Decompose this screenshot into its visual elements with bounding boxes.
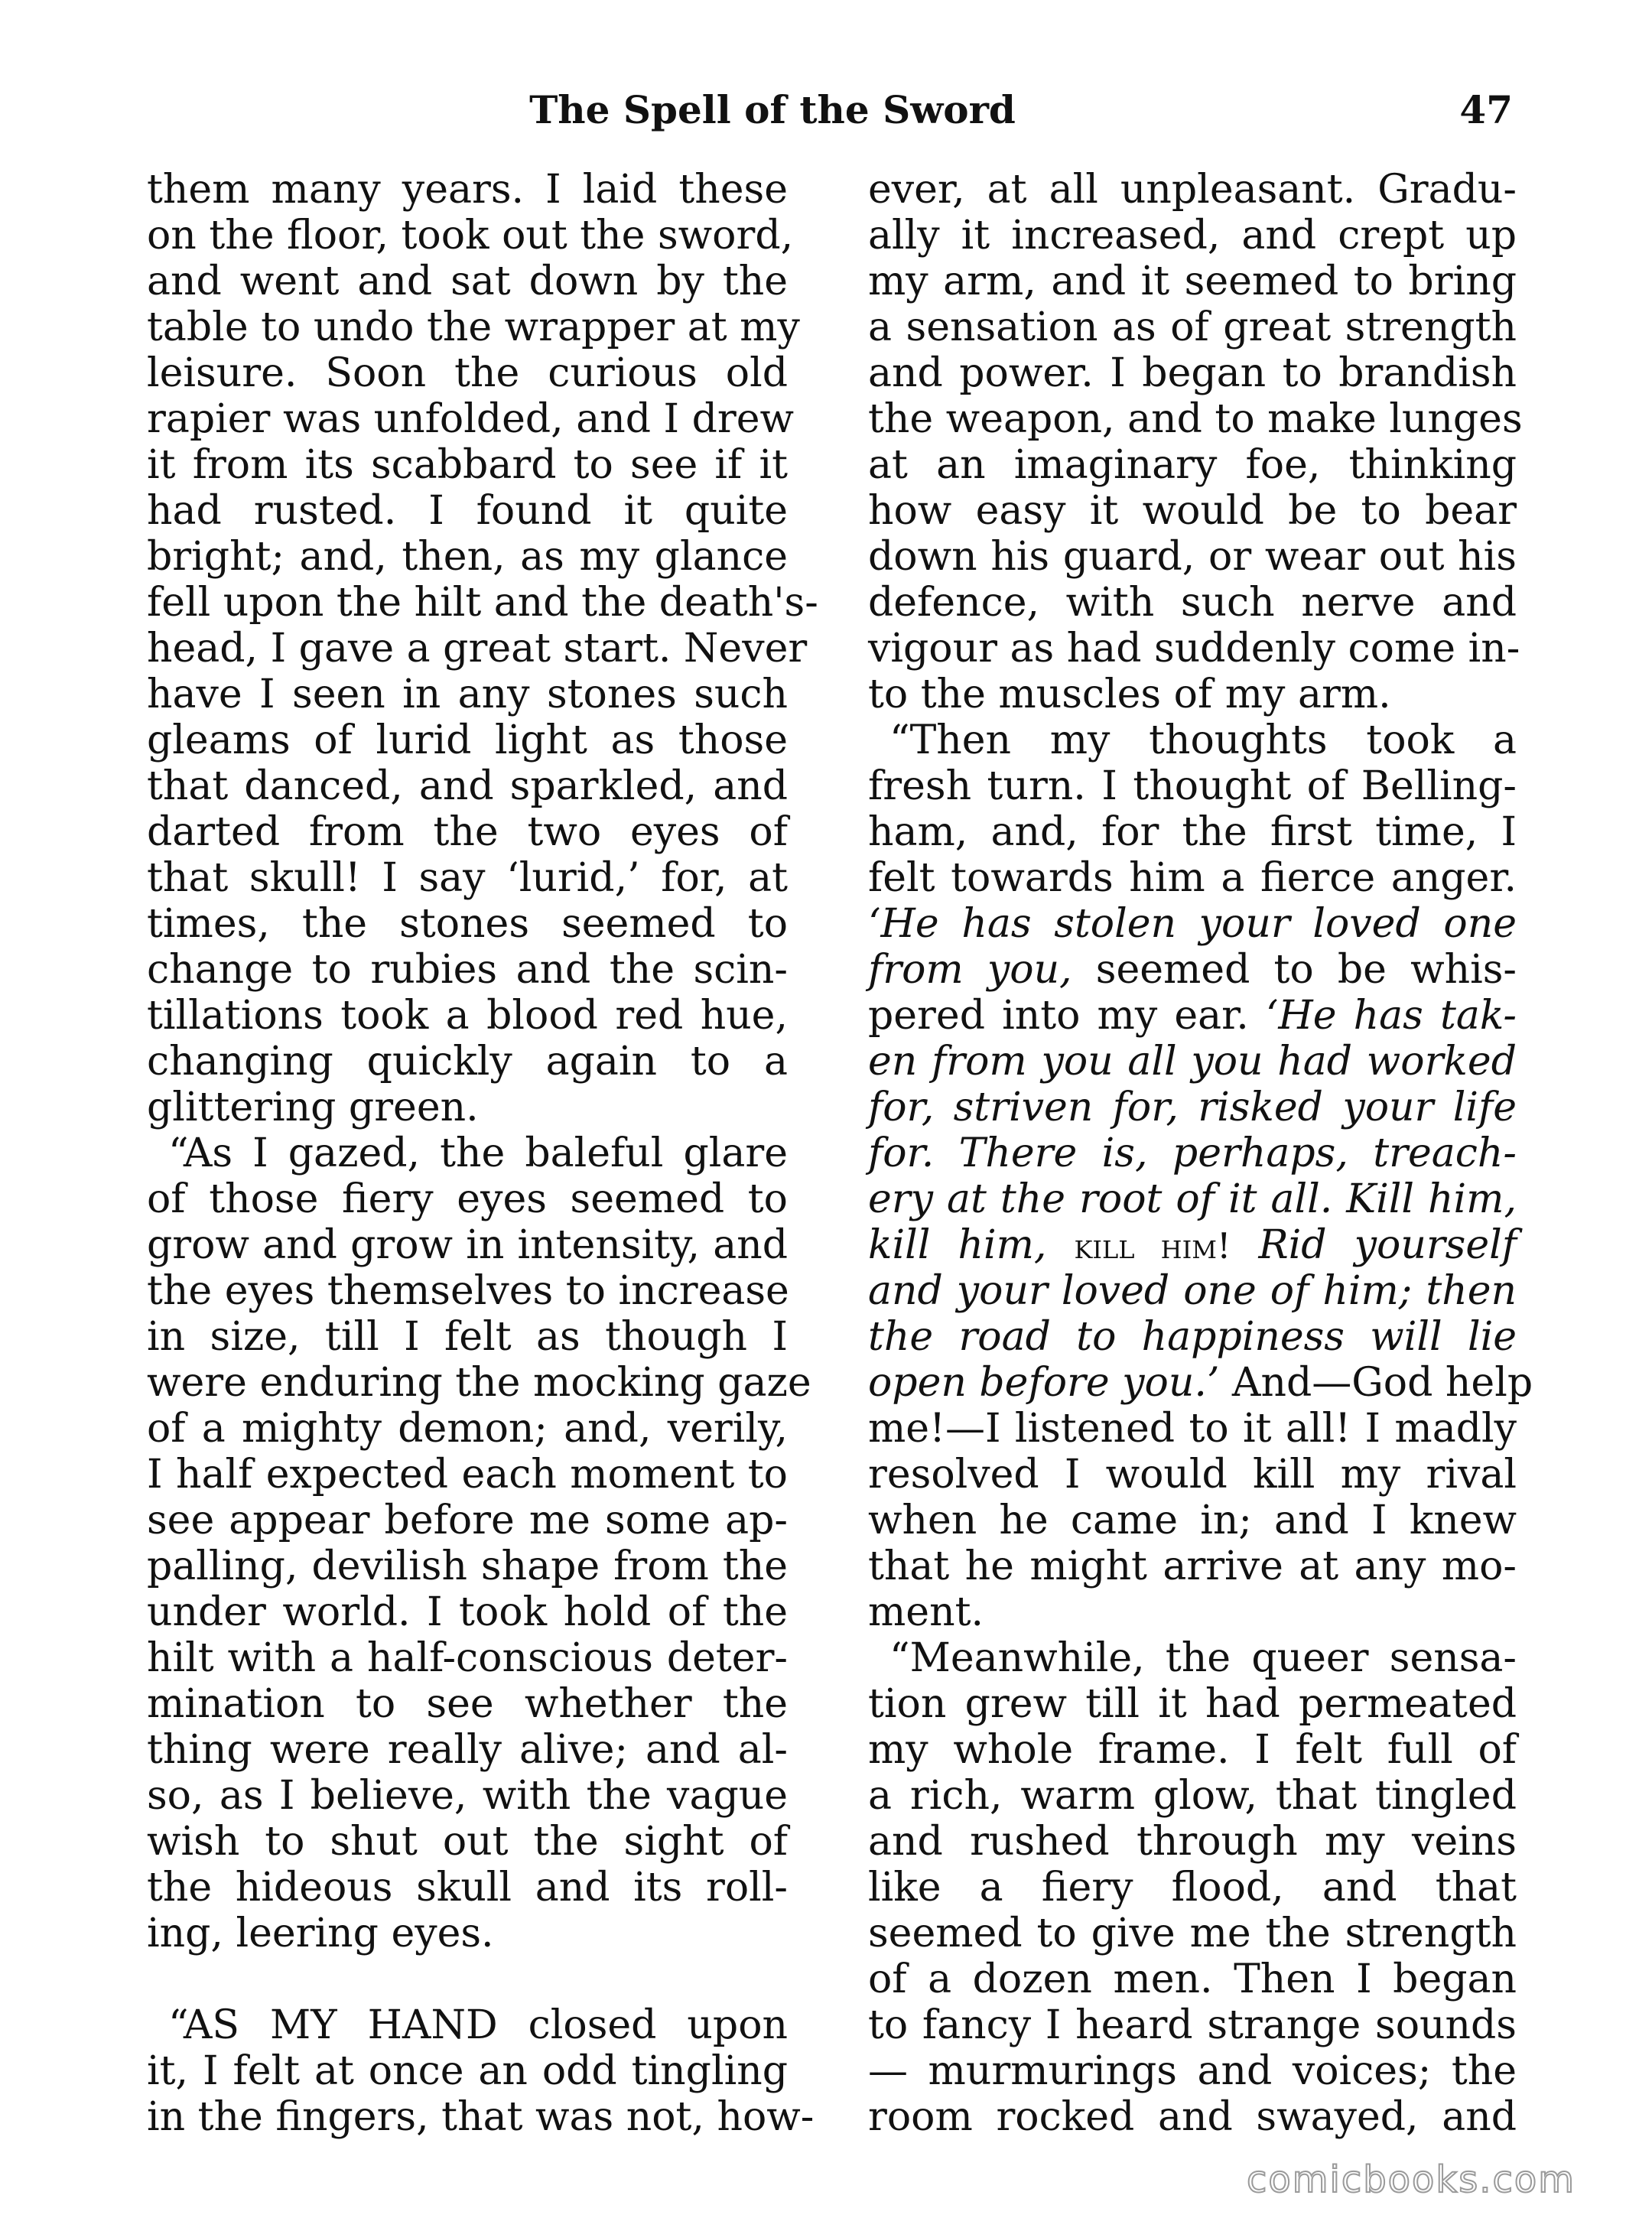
text-line xyxy=(868,1085,1517,1130)
text-line xyxy=(147,1498,788,1543)
text-line-content: and your loved one of him; then xyxy=(868,1268,1517,1314)
text-line xyxy=(147,1039,788,1085)
text-line xyxy=(868,2048,1517,2094)
text-line-content: changing quickly again to a xyxy=(147,1039,788,1085)
text-line-content: times, the stones seemed to xyxy=(147,901,788,947)
text-line xyxy=(147,1911,788,1956)
text-line-content: at an imaginary foe, thinking xyxy=(868,442,1517,488)
text-line xyxy=(147,1130,788,1176)
text-line-content: that he might arrive at any mo- xyxy=(868,1543,1517,1589)
text-line-content: fell upon the hilt and the death's- xyxy=(147,580,818,626)
text-line-content: have I seen in any stones such xyxy=(147,672,788,717)
text-line xyxy=(147,901,788,947)
text-line-content: table to undo the wrapper at my xyxy=(147,304,800,350)
text-line xyxy=(147,947,788,993)
text-line xyxy=(868,534,1517,580)
text-line xyxy=(147,626,808,672)
text-line xyxy=(868,580,1517,626)
text-line-content: for. There is, perhaps, treach- xyxy=(868,1130,1517,1176)
text-line xyxy=(147,1865,788,1911)
text-line xyxy=(147,993,788,1039)
text-line xyxy=(868,1268,1517,1314)
text-line xyxy=(868,259,1517,304)
text-line xyxy=(868,1635,1517,1681)
text-line-content: fresh turn. I thought of Belling- xyxy=(868,763,1517,809)
text-line-content: wish to shut out the sight of xyxy=(147,1819,788,1865)
text-line xyxy=(147,1956,788,2002)
text-line xyxy=(868,1314,1517,1360)
text-line-content: of a dozen men. Then I began xyxy=(868,1956,1517,2002)
text-line xyxy=(147,1452,788,1498)
text-line xyxy=(147,1268,788,1314)
text-line-content: — murmurings and voices; the xyxy=(868,2048,1517,2094)
text-line-content: darted from the two eyes of xyxy=(147,809,788,855)
text-line-content: from you, xyxy=(868,947,1072,993)
text-line-content: tion grew till it had permeated xyxy=(868,1681,1517,1727)
text-line-content: palling, devilish shape from the xyxy=(147,1543,788,1589)
text-line-content: the eyes themselves to increase xyxy=(147,1268,789,1314)
text-line-content: “Meanwhile, the queer sensa- xyxy=(889,1635,1517,1681)
text-line xyxy=(147,167,788,213)
text-line xyxy=(868,1589,1517,1635)
text-line xyxy=(868,1498,1517,1543)
text-line xyxy=(868,1406,1517,1452)
text-line xyxy=(868,1865,1517,1911)
text-line-content: gleams of lurid light as those xyxy=(147,717,788,763)
text-line-content: open before you.’ xyxy=(868,1360,1220,1406)
text-line-content: ever, at all unpleasant. Gradu- xyxy=(868,167,1517,213)
text-line-content: hilt with a half-conscious deter- xyxy=(147,1635,788,1681)
text-line-content: it, I felt at once an odd tingling xyxy=(147,2048,788,2094)
text-line-content: ally it increased, and crept up xyxy=(868,213,1517,259)
text-line xyxy=(868,1911,1517,1956)
text-line-content: leisure. Soon the curious old xyxy=(147,350,788,396)
text-line xyxy=(868,993,1517,1039)
text-line xyxy=(868,1543,1517,1589)
text-line xyxy=(147,1085,788,1130)
text-line-content: the weapon, and to make lunges xyxy=(868,396,1523,442)
text-line xyxy=(147,1314,788,1360)
text-line-small-caps: kill him! xyxy=(1074,1225,1231,1267)
text-line-content: in the fingers, that was not, how- xyxy=(147,2094,815,2140)
text-line-content: en from you all you had worked xyxy=(868,1039,1517,1085)
text-line xyxy=(147,1589,788,1635)
text-line xyxy=(147,1635,788,1681)
text-line xyxy=(868,1773,1517,1819)
text-line xyxy=(147,1819,788,1865)
text-line xyxy=(147,2094,815,2140)
text-line-content: under world. I took hold of the xyxy=(147,1589,788,1635)
text-line-content: and power. I began to brandish xyxy=(868,350,1517,396)
text-line xyxy=(147,488,788,534)
text-line xyxy=(147,855,788,901)
text-line xyxy=(147,580,818,626)
text-line-content: “As I gazed, the baleful glare xyxy=(168,1130,788,1176)
text-line xyxy=(868,1452,1517,1498)
text-line xyxy=(868,717,1517,763)
text-line-content: vigour as had suddenly come in- xyxy=(868,626,1520,672)
text-line xyxy=(147,1406,788,1452)
text-line xyxy=(147,1222,788,1268)
text-line-content: down his guard, or wear out his xyxy=(868,534,1517,580)
text-line xyxy=(868,442,1517,488)
text-line-content: ment. xyxy=(868,1589,984,1635)
text-line-content: mination to see whether the xyxy=(147,1681,788,1727)
text-line xyxy=(868,855,1517,901)
text-line-content: see appear before me some ap- xyxy=(147,1498,788,1543)
text-line xyxy=(868,1727,1517,1773)
text-line-content: resolved I would kill my rival xyxy=(868,1452,1517,1498)
text-line xyxy=(147,396,795,442)
text-line-content: a rich, warm glow, that tingled xyxy=(868,1773,1517,1819)
text-line xyxy=(147,534,788,580)
text-line xyxy=(868,626,1520,672)
text-line xyxy=(868,1222,1517,1268)
watermark: comicbooks.com xyxy=(1246,2158,1576,2201)
text-line-content: were enduring the mocking gaze xyxy=(147,1360,811,1406)
text-line xyxy=(868,1819,1517,1865)
text-line xyxy=(868,304,1517,350)
text-line-content: my arm, and it seemed to bring xyxy=(868,259,1517,304)
text-line xyxy=(147,1543,788,1589)
text-line-content: felt towards him a fierce anger. xyxy=(868,855,1517,901)
text-line-content: “Then my thoughts took a xyxy=(889,717,1517,763)
text-line-content: and went and sat down by the xyxy=(147,259,788,304)
text-line xyxy=(147,1360,811,1406)
text-line-content: glittering green. xyxy=(147,1085,479,1130)
text-line-content: when he came in; and I knew xyxy=(868,1498,1517,1543)
text-line-content: so, as I believe, with the vague xyxy=(147,1773,788,1819)
text-line-content: head, I gave a great start. Never xyxy=(147,626,808,672)
text-line xyxy=(147,304,800,350)
text-line-tail: And—God help xyxy=(1219,1360,1533,1406)
text-line xyxy=(147,1176,788,1222)
text-line-content: for, striven for, risked your life xyxy=(868,1085,1517,1130)
text-line-content: to fancy I heard strange sounds xyxy=(868,2002,1517,2048)
text-line-content: ‘He has stolen your loved one xyxy=(868,901,1517,947)
text-line xyxy=(868,1681,1517,1727)
text-line-content: and rushed through my veins xyxy=(868,1819,1517,1865)
text-line-content: the road to happiness will lie xyxy=(868,1314,1517,1360)
text-line-content: me!—I listened to it all! I madly xyxy=(868,1406,1517,1452)
page-header xyxy=(0,80,1652,141)
text-line xyxy=(147,442,788,488)
text-line xyxy=(868,2002,1517,2048)
text-line-content: the hideous skull and its roll- xyxy=(147,1865,788,1911)
text-line-tail: seemed to be whis- xyxy=(1072,947,1517,993)
text-line-content: a sensation as of great strength xyxy=(868,304,1517,350)
text-line xyxy=(868,213,1517,259)
text-line-content: defence, with such nerve and xyxy=(868,580,1517,626)
text-line xyxy=(868,1039,1517,1085)
text-line xyxy=(147,809,788,855)
text-line xyxy=(868,2094,1517,2140)
text-line-content: ery at the root of it all. Kill him, xyxy=(868,1176,1517,1222)
text-line-content: I half expected each moment to xyxy=(147,1452,788,1498)
text-line-content: seemed to give me the strength xyxy=(868,1911,1517,1956)
text-line xyxy=(868,396,1523,442)
text-line xyxy=(147,350,788,396)
text-line xyxy=(147,259,788,304)
text-line-content: rapier was unfolded, and I drew xyxy=(147,396,795,442)
text-line-content: how easy it would be to bear xyxy=(868,488,1517,534)
text-line xyxy=(868,1360,1533,1406)
text-line xyxy=(868,672,1517,717)
text-line xyxy=(147,1773,788,1819)
text-line xyxy=(147,717,788,763)
text-line-content: bright; and, then, as my glance xyxy=(147,534,788,580)
text-line-content: ham, and, for the first time, I xyxy=(868,809,1517,855)
text-line xyxy=(868,350,1517,396)
text-line-content: to the muscles of my arm. xyxy=(868,672,1391,717)
left-text-column xyxy=(147,167,818,2140)
text-line-content: on the floor, took out the sword, xyxy=(147,213,794,259)
text-line-content: ing, leering eyes. xyxy=(147,1911,494,1956)
text-line xyxy=(868,167,1517,213)
text-line-content: grow and grow in intensity, and xyxy=(147,1222,788,1268)
text-line xyxy=(147,2002,788,2048)
text-line-content: tillations took a blood red hue, xyxy=(147,993,788,1039)
text-line-content: room rocked and swayed, and xyxy=(868,2094,1517,2140)
text-line-content: of those fiery eyes seemed to xyxy=(147,1176,788,1222)
text-line xyxy=(147,672,788,717)
text-line-content: “AS MY HAND closed upon xyxy=(168,2002,788,2048)
text-line-content: my whole frame. I felt full of xyxy=(868,1727,1517,1773)
text-line xyxy=(147,2048,788,2094)
text-line xyxy=(868,763,1517,809)
right-text-column xyxy=(868,167,1533,2140)
text-line xyxy=(868,809,1517,855)
text-line xyxy=(147,213,794,259)
text-line xyxy=(868,901,1517,947)
text-line-content: pered into my ear. xyxy=(868,993,1266,1039)
text-line-content: had rusted. I found it quite xyxy=(147,488,788,534)
text-line xyxy=(868,1176,1517,1222)
text-line xyxy=(868,488,1517,534)
text-line-italic-tail: Rid yourself xyxy=(1231,1222,1517,1268)
text-line-content: that skull! I say ‘lurid,’ for, at xyxy=(147,855,788,901)
text-line-content: them many years. I laid these xyxy=(147,167,788,213)
text-line xyxy=(147,763,788,809)
page-number: 47 xyxy=(1459,87,1513,132)
text-line-content: in size, till I felt as though I xyxy=(147,1314,788,1360)
text-line xyxy=(868,1130,1517,1176)
text-line-content: like a fiery flood, and that xyxy=(868,1865,1517,1911)
text-line-content: thing were really alive; and al- xyxy=(147,1727,788,1773)
text-line xyxy=(868,947,1517,993)
text-line-content: change to rubies and the scin- xyxy=(147,947,788,993)
text-line xyxy=(147,1681,788,1727)
text-line-italic-tail: ‘He has tak- xyxy=(1265,993,1517,1039)
text-line-content: that danced, and sparkled, and xyxy=(147,763,788,809)
text-line xyxy=(868,1956,1517,2002)
text-line-content: kill him, xyxy=(868,1222,1075,1268)
text-line-content: of a mighty demon; and, verily, xyxy=(147,1406,788,1452)
running-title: The Spell of the Sword xyxy=(529,87,1016,132)
text-line-content: it from its scabbard to see if it xyxy=(147,442,788,488)
text-line xyxy=(147,1727,788,1773)
